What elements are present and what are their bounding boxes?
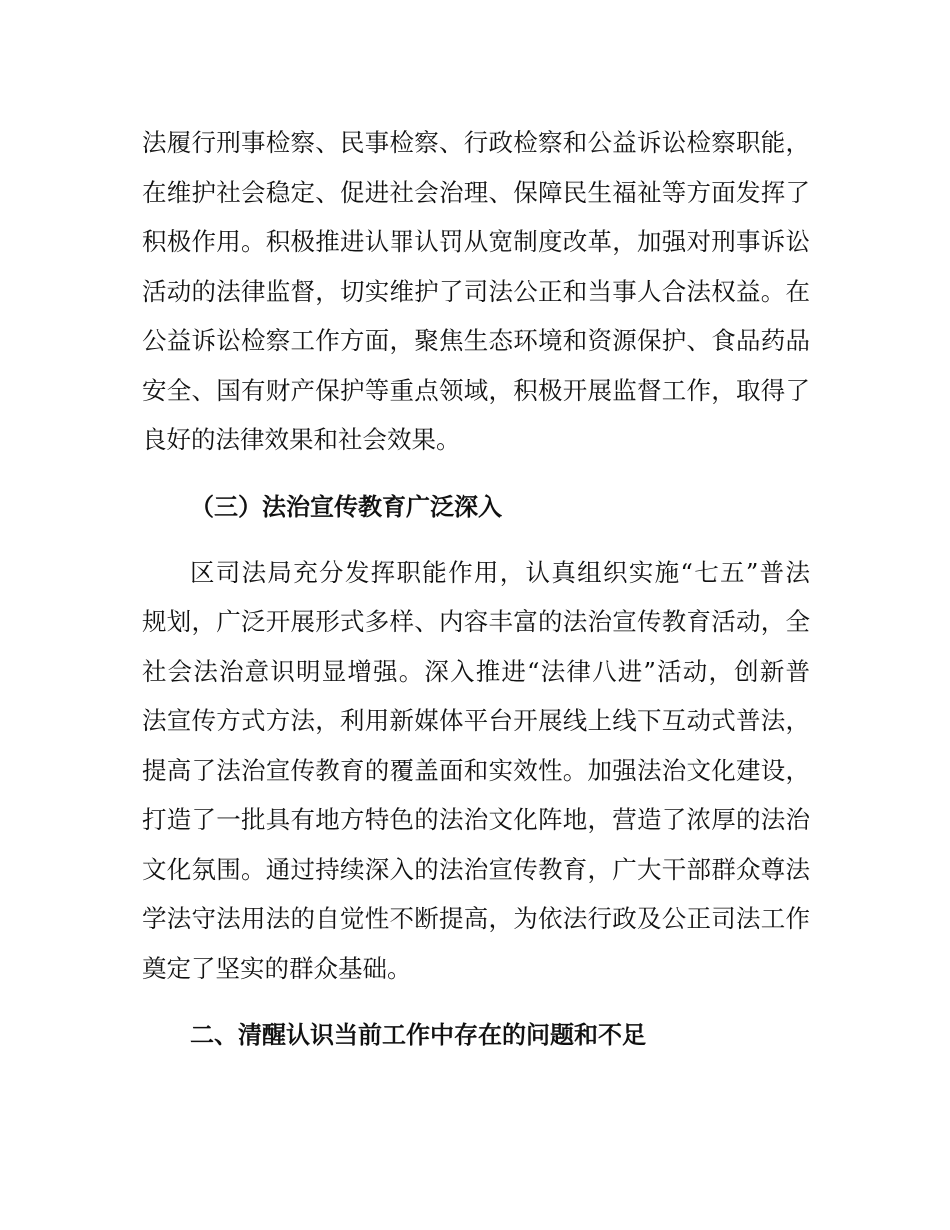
section-heading: （三）法治宣传教育广泛深入 bbox=[190, 493, 502, 521]
part-heading: 二、清醒认识当前工作中存在的问题和不足 bbox=[190, 1021, 646, 1049]
paragraph-1-line: 安全、国有财产保护等重点领域，积极开展监督工作，取得了 bbox=[142, 376, 810, 405]
paragraph-1-line: 公益诉讼检察工作方面，聚焦生态环境和资源保护、食品药品 bbox=[142, 326, 810, 355]
paragraph-2-line: 学法守法用法的自觉性不断提高，为依法行政及公正司法工作 bbox=[142, 904, 810, 933]
paragraph-2-line: 区司法局充分发挥职能作用，认真组织实施“七五”普法 bbox=[190, 558, 810, 587]
paragraph-1-line: 积极作用。积极推进认罪认罚从宽制度改革，加强对刑事诉讼 bbox=[142, 227, 810, 256]
paragraph-2-line: 打造了一批具有地方特色的法治文化阵地，营造了浓厚的法治 bbox=[142, 805, 810, 834]
paragraph-2-line: 提高了法治宣传教育的覆盖面和实效性。加强法治文化建设， bbox=[142, 756, 810, 785]
paragraph-2-line: 法宣传方式方法，利用新媒体平台开展线上线下互动式普法， bbox=[142, 706, 810, 735]
paragraph-2-line: 文化氛围。通过持续深入的法治宣传教育，广大干部群众尊法 bbox=[142, 855, 810, 884]
paragraph-1-line: 法履行刑事检察、民事检察、行政检察和公益诉讼检察职能， bbox=[142, 128, 810, 157]
paragraph-1-line: 在维护社会稳定、促进社会治理、保障民生福祉等方面发挥了 bbox=[142, 178, 810, 207]
paragraph-1-line: 活动的法律监督，切实维护了司法公正和当事人合法权益。在 bbox=[142, 277, 810, 306]
paragraph-2-line: 奠定了坚实的群众基础。 bbox=[142, 954, 412, 983]
paragraph-2-line: 规划，广泛开展形式多样、内容丰富的法治宣传教育活动，全 bbox=[142, 607, 810, 636]
paragraph-1-line: 良好的法律效果和社会效果。 bbox=[142, 425, 461, 454]
paragraph-2-line: 社会法治意识明显增强。深入推进“法律八进”活动，创新普 bbox=[142, 657, 810, 686]
